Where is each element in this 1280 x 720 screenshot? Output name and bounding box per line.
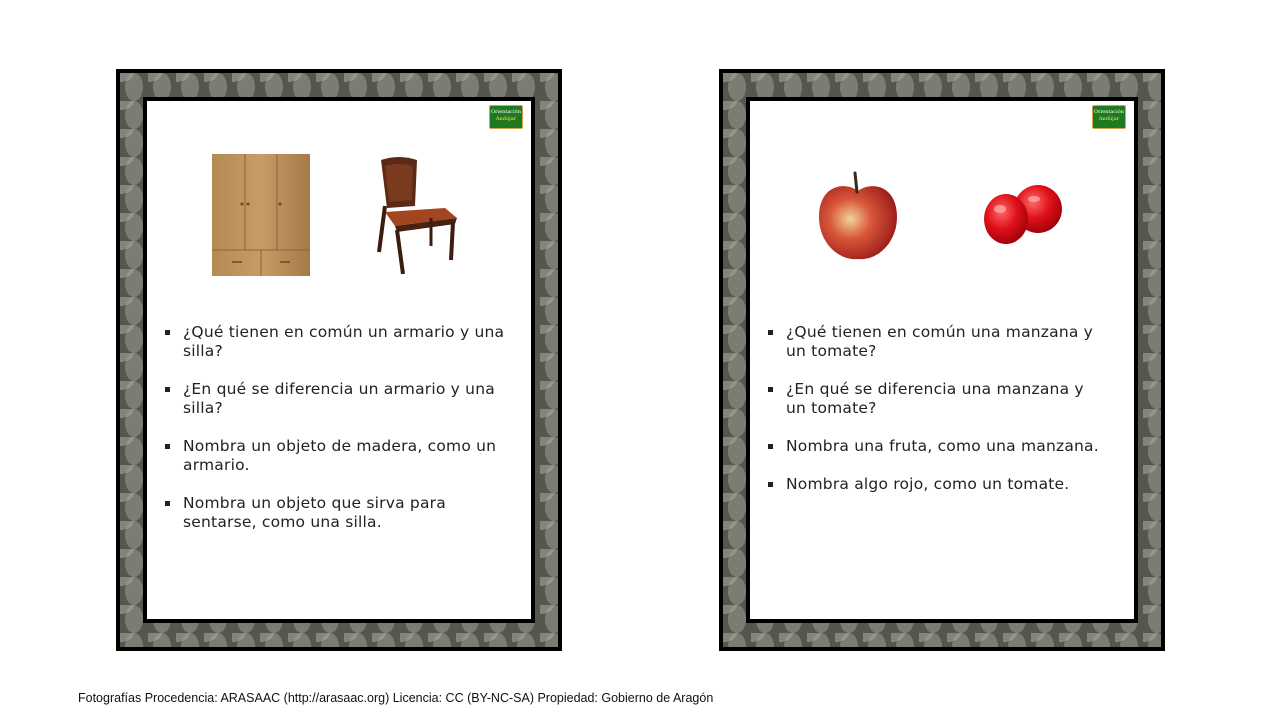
orientacion-andujar-logo xyxy=(489,105,523,129)
left-card xyxy=(116,69,562,651)
list-item: Nombra un objeto de madera, como un armario. xyxy=(165,437,505,475)
left-question-list xyxy=(165,323,505,551)
tomatoes-image xyxy=(980,181,1064,247)
logo-line1: Orientación xyxy=(1094,109,1124,115)
logo-line2: Andújar xyxy=(1098,116,1120,122)
list-item: ¿Qué tienen en común una manzana y un tomate? xyxy=(768,323,1108,361)
logo-line1: Orientación xyxy=(491,109,521,115)
right-question-list xyxy=(768,323,1108,513)
list-item: Nombra algo rojo, como un tomate. xyxy=(768,475,1108,494)
list-item: ¿Qué tienen en común un armario y una silla? xyxy=(165,323,505,361)
list-item: ¿En qué se diferencia un armario y una silla? xyxy=(165,380,505,418)
right-card-content xyxy=(746,97,1138,623)
bullet-icon xyxy=(165,444,170,449)
bullet-icon xyxy=(768,387,773,392)
bullet-icon xyxy=(768,482,773,487)
orientacion-andujar-logo xyxy=(1092,105,1126,129)
logo-line2: Andújar xyxy=(495,116,517,122)
wardrobe-image xyxy=(212,154,310,276)
apple-image xyxy=(815,171,901,263)
bullet-icon xyxy=(165,501,170,506)
photo-credits-caption: Fotografías Procedencia: ARASAAC (http://arasaac.org) Licencia: CC (BY-NC-SA) Propiedad: Gobierno de Aragón xyxy=(78,691,714,705)
list-item: ¿En qué se diferencia una manzana y un tomate? xyxy=(768,380,1108,418)
bullet-icon xyxy=(165,330,170,335)
bullet-icon xyxy=(768,330,773,335)
right-card xyxy=(719,69,1165,651)
list-item: Nombra una fruta, como una manzana. xyxy=(768,437,1108,456)
bullet-icon xyxy=(165,387,170,392)
list-item: Nombra un objeto que sirva para sentarse, como una silla. xyxy=(165,494,505,532)
left-card-content xyxy=(143,97,535,623)
bullet-icon xyxy=(768,444,773,449)
chair-image xyxy=(375,156,461,278)
